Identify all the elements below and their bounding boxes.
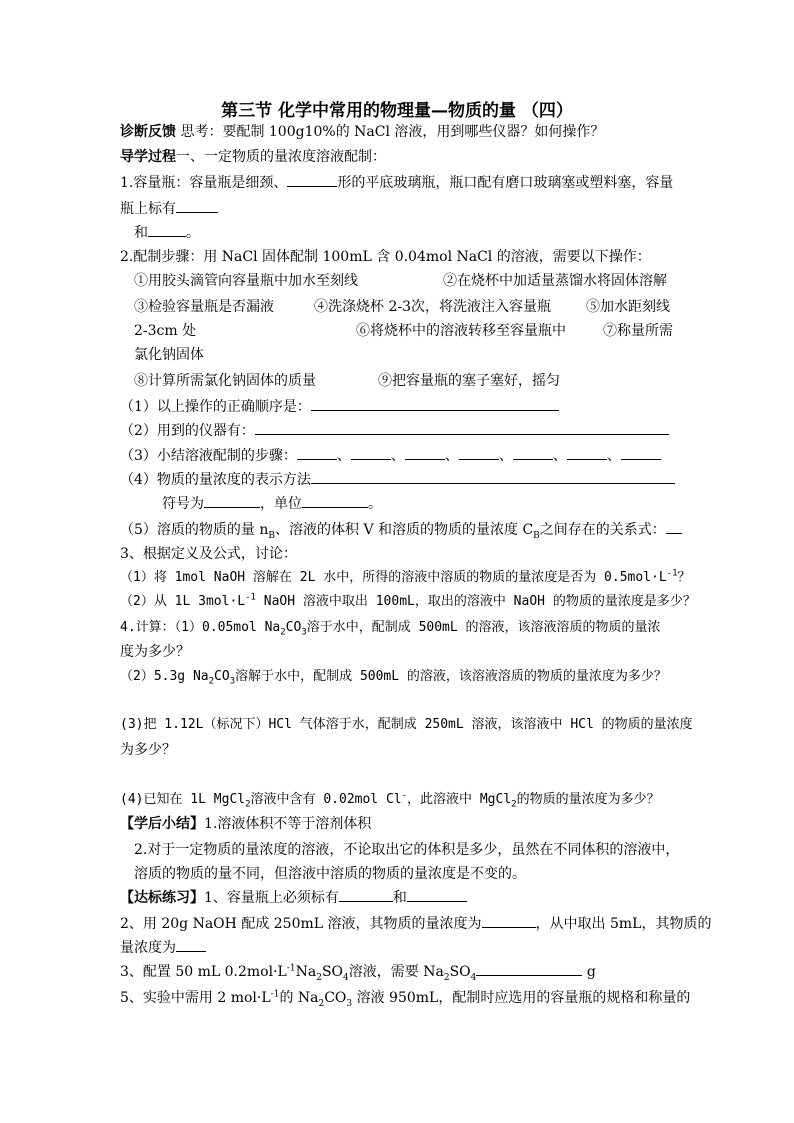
c4-text-e: ，此溶液中 MgCl [407,792,512,807]
summary-line-1 [120,813,680,835]
subscript: 2 [318,998,325,1009]
summary-label: 【学后小结】 [120,816,204,832]
subscript: 2 [316,972,322,983]
step-s7b: 氯化钠固体 [134,347,204,363]
c1-text-a: 4.计算：（1）0.05mol Na [120,620,281,635]
c1-text-c: CO [285,620,302,635]
practice-line-2 [120,913,712,935]
practice-e3-text-i: SO [449,964,471,980]
step-s6: ⑥将烧杯中的溶液转移至容量瓶中 [356,323,566,339]
c4-text-c: 溶液中含有 0.02mol Cl [250,792,402,807]
q4c-text: ，单位 [260,496,302,512]
p1-text-c: 瓶上标有 [120,201,176,217]
blank[interactable] [407,887,467,902]
step-s4: ④洗涤烧杯 2-3次，将洗液注入容量瓶 [314,299,551,315]
blank[interactable] [666,519,682,534]
c1-line-2: 度为多少？ [120,644,190,660]
practice-line-4 [120,961,680,983]
blank[interactable] [302,493,368,508]
q5-line [120,519,680,541]
p1-line-3 [134,222,694,244]
q4b-text: 符号为 [162,496,204,512]
practice-e5-text-g: 溶液 950mL，配制时应选用的容量瓶的规格和称量的 [352,990,691,1006]
superscript: -1 [270,989,280,1000]
blank[interactable] [148,222,186,237]
c2-text-a: （2）5.3g Na [120,669,209,684]
practice-e3-text-a: 3、配置 50 mL 0.2mol·L [120,964,287,980]
subscript: 3 [346,998,353,1009]
blank[interactable] [176,198,218,213]
blank[interactable] [311,396,559,411]
c2-line [120,666,680,688]
summary-line-3: 溶质的物质的量不同，但溶液中溶质的物质的量浓度是不变的。 [134,866,526,882]
subscript: 2 [280,627,286,638]
step-s5: ⑤加水距刻线 [586,299,670,315]
practice-e5-text-a: 5、实验中需用 2 mol·L [120,990,271,1006]
q2-line [120,420,680,442]
p1-text-b: 形的平底玻璃瓶，瓶口配有磨口玻璃塞或塑料塞，容量 [337,175,674,191]
practice-e1-text-b: 和 [392,890,407,906]
practice-e2-text-b: ，从中取出 5mL，其物质的 [535,916,712,932]
p1-text-a: 1.容量瓶：容量瓶是细颈、 [120,175,288,191]
practice-e2-text-c: 量浓度为 [120,940,176,956]
d1-line [120,567,691,589]
practice-line-5 [120,987,691,1009]
step-s1: ①用胶头滴管向容量瓶中加水至刻线 [134,273,358,289]
practice-line-1 [120,887,680,909]
superscript: -1 [666,568,678,579]
subscript: B [268,530,275,541]
summary-line-2: 2.对于一定物质的量浓度的溶液，不论取出它的体积是多少，虽然在不同体积的溶液中， [134,842,680,858]
subscript: 3 [301,627,307,638]
practice-label: 【达标练习】 [120,890,204,906]
practice-e3-text-e: SO [321,964,344,980]
p1-line-1 [120,172,680,194]
c2-text-e: 溶解于水中，配制成 500mL 的溶液，该溶液溶质的物质的量浓度为多少？ [235,669,667,684]
practice-e2-text-a: 2、用 20g NaOH 配成 250mL 溶液，其物质的量浓度为 [120,916,482,932]
practice-e5-text-e: CO [324,990,347,1006]
subscript: B [533,530,540,541]
subscript: 2 [443,972,450,983]
blank[interactable] [351,445,391,460]
practice-e5-text-c: 的 Na [279,990,319,1006]
blank[interactable] [176,937,206,952]
subscript: 3 [229,676,236,687]
step-s8: ⑧计算所需氯化钠固体的质量 [134,373,316,389]
q5-text-b: 、溶液的体积 V 和溶质的物质的量浓度 C [275,522,534,538]
q5-text-c: 之间存在的关系式： [539,522,666,538]
subscript: 4 [470,972,477,983]
blank[interactable] [405,445,445,460]
d2-text-c: NaOH 溶液中取出 100mL，取出的溶液中 NaOH 的物质的量浓度是多少？ [255,594,696,609]
subscript: 2 [511,799,517,810]
d1-text-c: ？ [677,570,691,585]
subscript: 4 [343,972,349,983]
blank[interactable] [311,469,675,484]
subscript: 2 [245,799,251,810]
guide-label: 导学过程 [120,149,176,165]
step-s2: ②在烧杯中加适量蒸馏水将固体溶解 [443,273,667,289]
d1-text-a: （1）将 1mol NaOH 溶解在 2L 水中，所得的溶液中溶质的物质的量浓度是否为 0.5mol·L [120,570,667,585]
blank[interactable] [339,887,393,902]
c3-line: (3)把 1.12L（标况下）HCl 气体溶于水，配制成 250mL 溶液，该溶液中 HCl 的物质的量浓度 [120,717,693,732]
blank[interactable] [297,445,337,460]
c4-text-g: 的物质的量浓度为多少？ [516,792,660,807]
c3-line-2: 为多少？ [120,742,176,758]
p1-text-e: 。 [186,225,200,241]
c1-text-e: 溶于水中，配制成 500mL 的溶液，该溶液溶质的物质的量浓 [306,620,661,635]
blank[interactable] [567,445,607,460]
blank[interactable] [459,445,499,460]
practice-e3-text-k: g [582,964,596,980]
p1-line-2 [120,198,680,220]
q4-line [120,469,680,491]
q3-text: （3）小结溶液配制的步骤： [120,448,297,464]
page-title: 第三节 化学中常用的物理量—物质的量 （四） [221,101,573,121]
d2-text-a: （2）从 1L 3mol·L [120,594,246,609]
superscript: -1 [286,963,296,974]
practice-line-3 [120,937,680,959]
step-s9: ⑨把容量瓶的塞子塞好，摇匀 [378,373,560,389]
q4-text: （4）物质的量浓度的表示方法 [120,472,311,488]
subscript: 2 [208,676,215,687]
c4-line [120,789,680,811]
q4d-text: 。 [368,496,382,512]
blank[interactable] [476,961,582,976]
guide-text: 一、一定物质的量浓度溶液配制： [176,149,386,165]
d2-line [120,591,696,613]
c2-text-c: CO [214,669,230,684]
p1-text-d: 和 [134,225,148,241]
step-s5b: 2-3cm 处 [134,323,197,339]
step-s7: ⑦称量所需 [603,323,673,339]
blank[interactable] [482,913,536,928]
c4-text-a: (4)已知在 1L MgCl [120,792,246,807]
q4b-line [162,493,722,515]
superscript: -1 [245,592,256,603]
q2-text: （2）用到的仪器有： [120,423,255,439]
blank[interactable] [255,420,669,435]
c1-line [120,617,680,639]
blank[interactable] [513,445,553,460]
summary-text-1: 1.溶液体积不等于溶剂体积 [204,816,372,832]
diagnosis-text: 思考：要配制 100g10%的 NaCl 溶液，用到哪些仪器？如何操作？ [176,124,605,140]
practice-e3-text-c: Na [295,964,317,980]
diagnosis-line [120,121,680,143]
p2-line: 2.配制步骤：用 NaCl 固体配制 100mL 含 0.04mol NaCl 的溶液，需要以下操作： [120,249,651,265]
q3-line: （3）小结溶液配制的步骤： 、 、 、 、 、 、 [120,445,680,467]
q1-text: （1）以上操作的正确顺序是： [120,399,311,415]
blank[interactable] [287,172,337,187]
p3-line: 3、根据定义及公式，讨论： [120,546,297,562]
practice-e3-text-g: 溶液，需要 Na [348,964,444,980]
q5-text-a: （5）溶质的物质的量 n [120,522,269,538]
step-s3: ③检验容量瓶是否漏液 [134,299,274,315]
superscript: - [401,790,408,801]
blank[interactable] [621,445,661,460]
diagnosis-label: 诊断反馈 [120,124,176,140]
practice-e1-text-a: 1、容量瓶上必须标有 [204,890,339,906]
q1-line [120,396,680,418]
guide-line [120,146,680,168]
blank[interactable] [204,493,260,508]
